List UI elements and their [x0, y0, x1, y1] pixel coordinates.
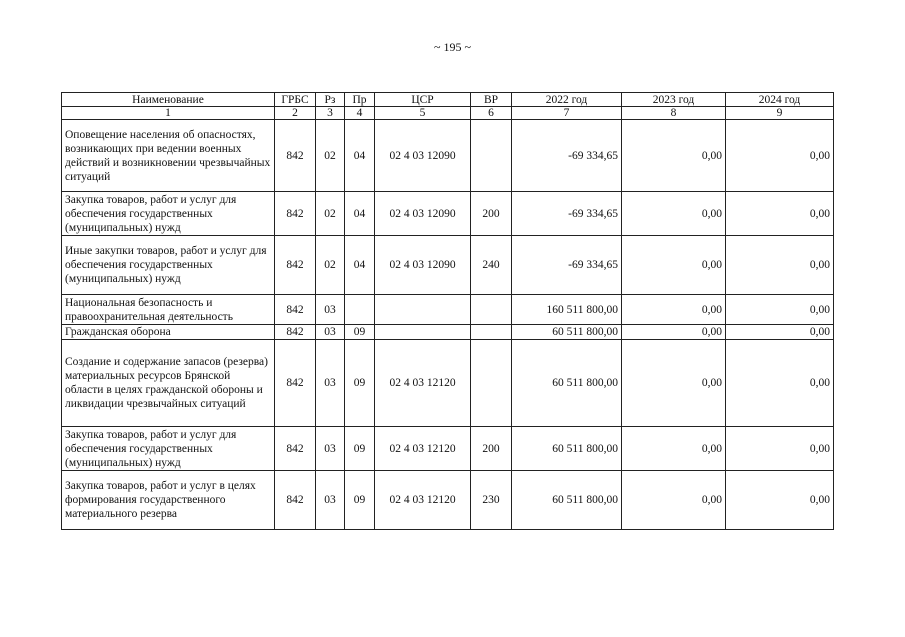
table-row	[62, 471, 834, 530]
row-2024: 0,00	[726, 340, 834, 427]
row-pr: 04	[345, 236, 375, 295]
row-pr	[345, 295, 375, 325]
row-grbs: 842	[275, 471, 316, 530]
row-2023: 0,00	[622, 295, 726, 325]
header-grbs: ГРБС	[275, 93, 316, 107]
row-csr: 02 4 03 12090	[375, 120, 471, 192]
row-pr: 09	[345, 340, 375, 427]
header-vr: ВР	[471, 93, 512, 107]
row-rz: 03	[316, 471, 345, 530]
row-rz: 03	[316, 427, 345, 471]
column-number: 2	[275, 107, 316, 120]
row-rz: 02	[316, 192, 345, 236]
row-2023: 0,00	[622, 340, 726, 427]
table-row	[62, 192, 834, 236]
row-grbs: 842	[275, 236, 316, 295]
table-body	[62, 120, 834, 530]
row-csr: 02 4 03 12090	[375, 192, 471, 236]
row-grbs: 842	[275, 325, 316, 340]
row-csr: 02 4 03 12120	[375, 340, 471, 427]
row-2022: 60 511 800,00	[512, 340, 622, 427]
row-vr: 240	[471, 236, 512, 295]
table-row	[62, 427, 834, 471]
row-vr	[471, 325, 512, 340]
column-number: 3	[316, 107, 345, 120]
row-2023: 0,00	[622, 427, 726, 471]
row-name: Гражданская оборона	[62, 325, 275, 340]
row-grbs: 842	[275, 340, 316, 427]
row-2022: -69 334,65	[512, 192, 622, 236]
row-2023: 0,00	[622, 192, 726, 236]
row-vr: 200	[471, 192, 512, 236]
row-vr	[471, 295, 512, 325]
table-row	[62, 236, 834, 295]
header-csr: ЦСР	[375, 93, 471, 107]
row-2022: 60 511 800,00	[512, 325, 622, 340]
row-csr: 02 4 03 12090	[375, 236, 471, 295]
row-2022: 160 511 800,00	[512, 295, 622, 325]
row-2022: -69 334,65	[512, 236, 622, 295]
row-name: Закупка товаров, работ и услуг для обеспечения государственных (муниципальных) нужд	[62, 192, 275, 236]
table-row	[62, 325, 834, 340]
row-name: Создание и содержание запасов (резерва) материальных ресурсов Брянской области в целях гражданской обороны и ликвидации чрезвычайных ситуаций	[62, 340, 275, 427]
row-name: Оповещение населения об опасностях, возникающих при ведении военных действий и возникновении чрезвычайных ситуаций	[62, 120, 275, 192]
header-rz: Рз	[316, 93, 345, 107]
column-number: 8	[622, 107, 726, 120]
column-number: 9	[726, 107, 834, 120]
column-number: 6	[471, 107, 512, 120]
row-pr: 04	[345, 192, 375, 236]
column-number: 7	[512, 107, 622, 120]
table-row	[62, 295, 834, 325]
row-grbs: 842	[275, 192, 316, 236]
row-2024: 0,00	[726, 192, 834, 236]
row-rz: 03	[316, 295, 345, 325]
row-rz: 03	[316, 325, 345, 340]
row-2024: 0,00	[726, 236, 834, 295]
row-name: Закупка товаров, работ и услуг в целях формирования государственного материального резерва	[62, 471, 275, 530]
header-pr: Пр	[345, 93, 375, 107]
row-name: Национальная безопасность и правоохранительная деятельность	[62, 295, 275, 325]
row-2022: 60 511 800,00	[512, 471, 622, 530]
row-csr: 02 4 03 12120	[375, 471, 471, 530]
row-2023: 0,00	[622, 471, 726, 530]
row-csr	[375, 295, 471, 325]
row-vr: 230	[471, 471, 512, 530]
row-2024: 0,00	[726, 325, 834, 340]
header-2023: 2023 год	[622, 93, 726, 107]
row-csr	[375, 325, 471, 340]
row-pr: 09	[345, 427, 375, 471]
row-name: Закупка товаров, работ и услуг для обеспечения государственных (муниципальных) нужд	[62, 427, 275, 471]
row-grbs: 842	[275, 295, 316, 325]
row-2024: 0,00	[726, 120, 834, 192]
column-number: 5	[375, 107, 471, 120]
budget-table	[61, 92, 834, 530]
row-vr	[471, 120, 512, 192]
header-2024: 2024 год	[726, 93, 834, 107]
row-2022: 60 511 800,00	[512, 427, 622, 471]
column-number: 4	[345, 107, 375, 120]
header-2022: 2022 год	[512, 93, 622, 107]
table-row	[62, 340, 834, 427]
row-vr	[471, 340, 512, 427]
row-rz: 02	[316, 236, 345, 295]
row-vr: 200	[471, 427, 512, 471]
row-2024: 0,00	[726, 427, 834, 471]
header-name: Наименование	[62, 93, 275, 107]
row-rz: 03	[316, 340, 345, 427]
row-grbs: 842	[275, 120, 316, 192]
row-name: Иные закупки товаров, работ и услуг для обеспечения государственных (муниципальных) нужд	[62, 236, 275, 295]
table-row	[62, 120, 834, 192]
row-2023: 0,00	[622, 325, 726, 340]
row-2023: 0,00	[622, 120, 726, 192]
table-header	[62, 93, 834, 120]
row-grbs: 842	[275, 427, 316, 471]
row-rz: 02	[316, 120, 345, 192]
column-number: 1	[62, 107, 275, 120]
row-2023: 0,00	[622, 236, 726, 295]
row-pr: 04	[345, 120, 375, 192]
row-2024: 0,00	[726, 295, 834, 325]
row-pr: 09	[345, 471, 375, 530]
row-2022: -69 334,65	[512, 120, 622, 192]
row-2024: 0,00	[726, 471, 834, 530]
row-pr: 09	[345, 325, 375, 340]
page-number: ~ 195 ~	[434, 40, 471, 54]
row-csr: 02 4 03 12120	[375, 427, 471, 471]
